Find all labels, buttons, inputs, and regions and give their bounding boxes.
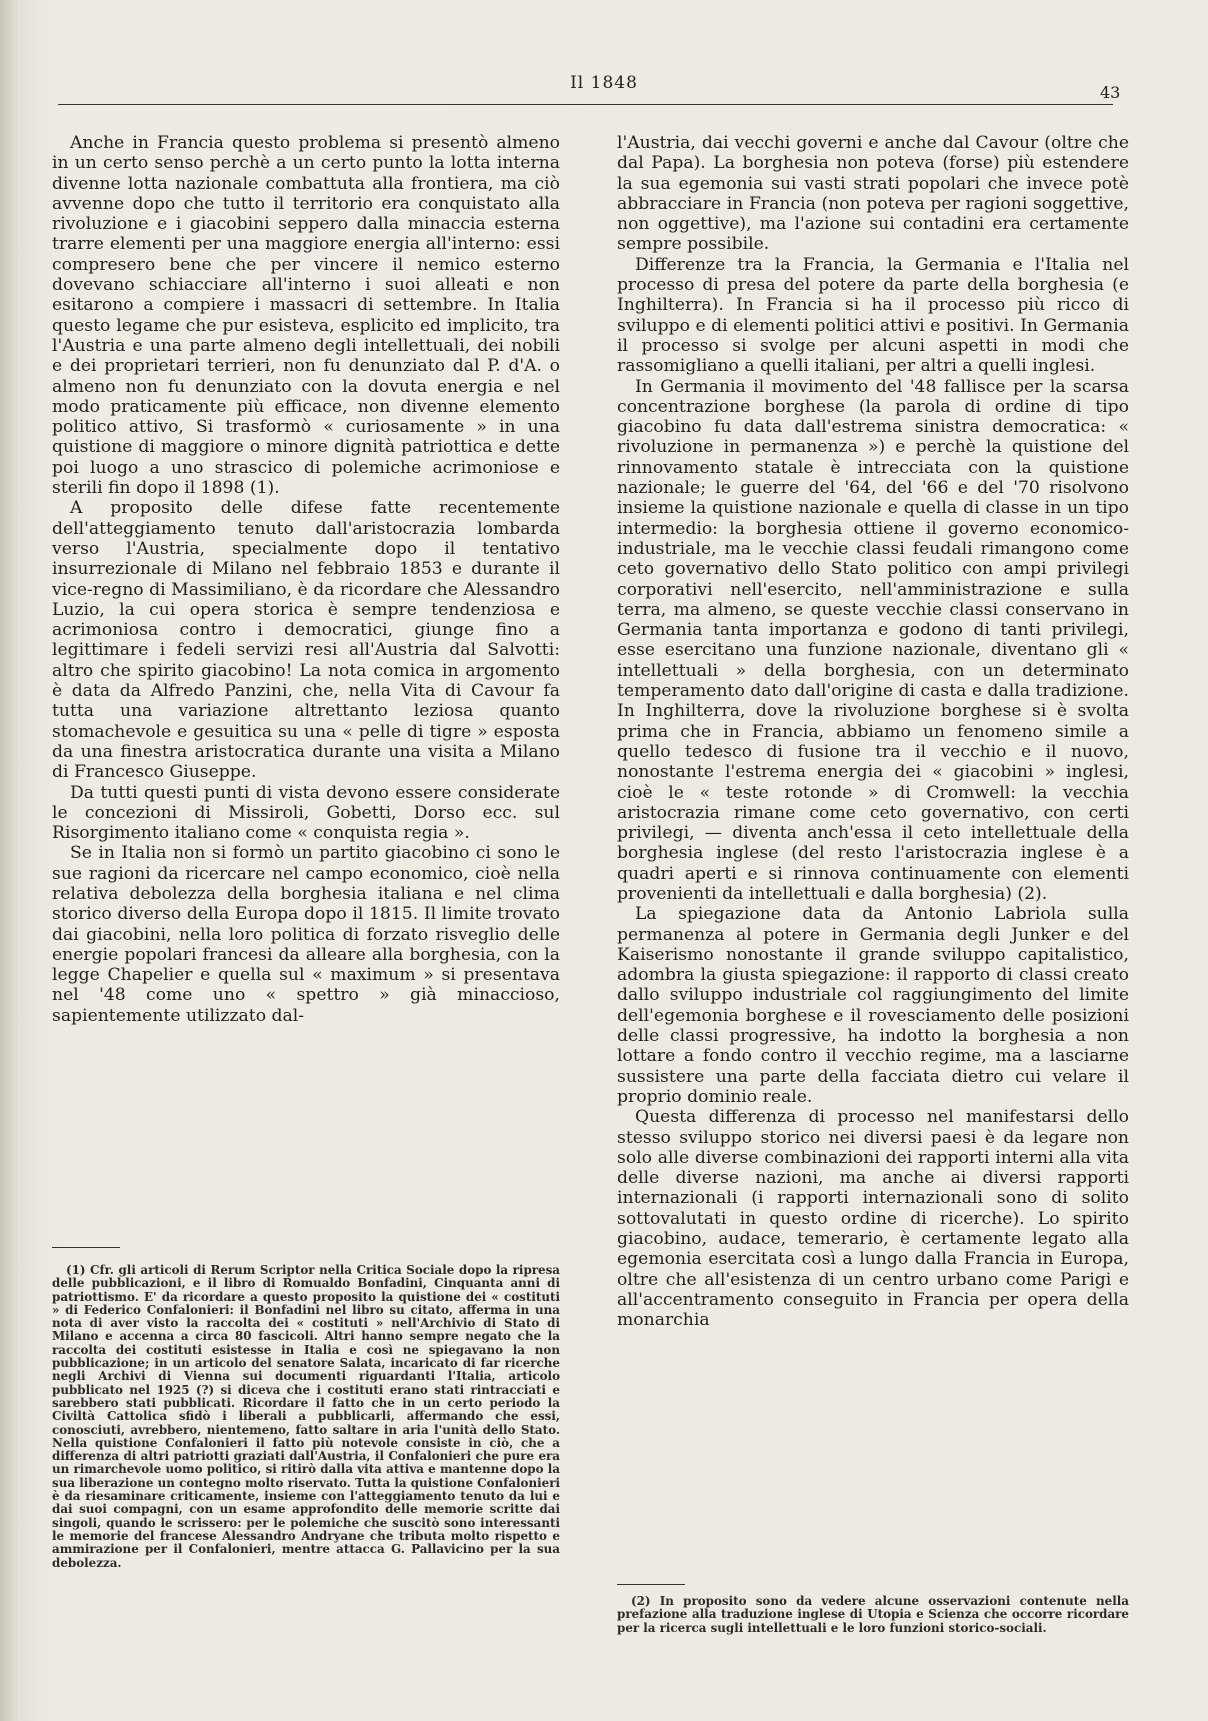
left-paragraph: A proposito delle difese fatte recentemente dell'atteggiamento tenuto dall'aristocrazia lombarda verso l'Austria, specialmente dopo il tentativo insurrezionale di Milano nel febbraio 1853 e durante il vice-regno di Massimiliano, è da ricordare che Alessandro Luzio, la cui opera storica è sempre tendenziosa e acrimoniosa contro i democratici, giunge fino a legittimare i fedeli servizi resi all'Austria dal Salvotti: altro che spirito giacobino! La nota comica in argomento è data da Alfredo Panzini, che, nella Vita di Cavour fa tutta una variazione altrettanto leziosa quanto stomachevole e gesuitica su una « pelle di tigre » esposta da una finestra aristocratica durante una visita a Milano di Francesco Giuseppe. — [52, 498, 560, 783]
footnote-1: (1) Cfr. gli articoli di Rerum Scriptor nella Critica Sociale dopo la ripresa delle pubblicazioni, e il libro di Romualdo Bonfadini, Cinquanta anni di patriottismo. E' da ricordare a questo proposito la quistione dei « costituti » di Federico Confalonieri: il Bonfadini nel libro su citato, afferma in una nota di aver visto la raccolta dei « costituti » nell'Archivio di Stato di Milano e accenna a circa 80 fascicoli. Altri hanno sempre negato che la raccolta dei costituti esistesse in Italia e così ne spiegavano la non pubblicazione; in un articolo del senatore Salata, incaricato di far ricerche negli Archivi di Vienna sui documenti riguardanti l'Italia, articolo pubblicato nel 1925 (?) si diceva che i costituti erano stati rintracciati e sarebbero stati pubblicati. Ricordare il fatto che in un certo periodo la Civiltà Cattolica sfidò i liberali a pubblicarli, affermando che essi, conosciuti, avrebbero, nientemeno, fatto saltare in aria l'unità dello Stato. Nella quistione Confalonieri il fatto più notevole consiste in ciò, che a differenza di altri patriotti graziati dall'Austria, il Confalonieri che pure era un rimarchevole uomo politico, si ritirò dalla vita attiva e mantenne dopo la sua liberazione un contegno molto riservato. Tutta la quistione Confalonieri è da riesaminare criticamente, insieme con l'atteggiamento tenuto da lui e dai suoi compagni, con un esame approfondito delle memorie scritte dai singoli, quando le scrissero: per le polemiche che suscitò sono interessanti le memorie del francese Alessandro Andryane che tributa molto rispetto e ammirazione per il Confalonieri, mentre attacca G. Pallavicino per la sua debolezza. — [52, 1263, 560, 1570]
left-paragraph: Da tutti questi punti di vista devono essere considerate le concezioni di Missiroli, Gobetti, Dorso ecc. sul Risorgimento italiano come « conquista regia ». — [52, 782, 560, 844]
right-paragraph: l'Austria, dai vecchi governi e anche dal Cavour (oltre che dal Papa). La borghesia non poteva (forse) più estendere la sua egemonia sui vasti strati popolari che invece potè abbracciare in Francia (non poteva per ragioni soggettive, non oggettive), ma l'azione sui contadini era certamente sempre possibile. — [617, 133, 1129, 255]
right-paragraph: Questa differenza di processo nel manifestarsi dello stesso sviluppo storico nei diversi paesi è da legare non solo alle diverse combinazioni dei rapporti interni alla vita delle diverse nazioni, ma anche ai diversi rapporti internazionali (i rapporti internazionali sono di solito sottovalutati in questo ordine di ricerche). Lo spirito giacobino, audace, temerario, è certamente legato alla egemonia esercitata così a lungo dalla Francia in Europa, oltre che all'esistenza di un centro urbano come Parigi e all'accentramento conseguito in Francia per opera della monarchia — [617, 1107, 1129, 1331]
footnote-2: (2) In proposito sono da vedere alcune osservazioni contenute nella prefazione alla traduzione inglese di Utopia e Scienza che occorre ricordare per la ricerca sugli intellettuali e le loro funzioni storico-sociali. — [617, 1594, 1129, 1635]
header-rule — [58, 104, 1113, 105]
right-column — [617, 133, 1129, 1331]
page-number: 43 — [1100, 83, 1121, 102]
right-paragraph: Differenze tra la Francia, la Germania e l'Italia nel processo di presa del potere da parte della borghesia (e Inghilterra). In Francia si ha il processo più ricco di sviluppo e di elementi politici attivi e positivi. In Germania il processo si svolge per alcuni aspetti in modi che rassomigliano a quelli italiani, per altri a quelli inglesi. — [617, 254, 1129, 377]
right-paragraph: In Germania il movimento del '48 fallisce per la scarsa concentrazione borghese (la parola di ordine di tipo giacobino fu data dall'estrema sinistra democratica: « rivoluzione in permanenza ») e perchè la quistione del rinnovamento statale è intrecciata con la quistione nazionale; le guerre del '64, del '66 e del '70 risolvono insieme la quistione nazionale e quella di classe in un tipo intermedio: la borghesia ottiene il governo economico-industriale, ma le vecchie classi feudali rimangono come ceto governativo dello Stato politico con ampi privilegi corporativi nell'esercito, nell'amministrazione e sulla terra, ma almeno, se queste vecchie classi conservano in Germania tanta importanza e godono di tanti privilegi, esse esercitano una funzione nazionale, diventano gli « intellettuali » della borghesia, con un determinato temperamento dato dall'origine di casta e dalla tradizione. In Inghilterra, dove la rivoluzione borghese si è svolta prima che in Francia, abbiamo un fenomeno simile a quello tedesco di fusione tra il vecchio e il nuovo, nonostante l'estrema energia dei « giacobini » inglesi, cioè le « teste rotonde » di Cromwell: la vecchia aristocrazia rimane come ceto governativo, con certi privilegi, — diventa anch'essa il ceto intellettuale della borghesia inglese (del resto l'aristocrazia inglese è a quadri aperti e si rinnova continuamente con elementi provenienti da intellettuali e dalla borghesia) (2). — [617, 376, 1129, 904]
left-paragraph: Se in Italia non si formò un partito giacobino ci sono le sue ragioni da ricercare nel campo economico, cioè nella relativa debolezza della borghesia italiana e nel clima storico diverso della Europa dopo il 1815. Il limite trovato dai giacobini, nella loro politica di forzato risveglio delle energie popolari francesi da alleare alla borghesia, con la legge Chapelier e quella sul « maximum » si presentava nel '48 come uno « spettro » già minaccioso, sapientemente utilizzato dal- — [52, 843, 560, 1026]
right-paragraph: La spiegazione data da Antonio Labriola sulla permanenza al potere in Germania degli Junker e del Kaiserismo nonostante il grande sviluppo capitalistico, adombra la giusta spiegazione: il rapporto di classi creato dallo sviluppo industriale col raggiungimento del limite dell'egemonia borghese e il rovesciamento delle posizioni delle classi progressive, ha indotto la borghesia a non lottare a fondo contro il vecchio regime, ma a lasciarne sussistere una parte della facciata dietro cui velare il proprio dominio reale. — [617, 904, 1129, 1107]
footnote-rule-left — [52, 1247, 120, 1248]
running-title: Il 1848 — [570, 73, 638, 93]
left-paragraph: Anche in Francia questo problema si presentò almeno in un certo senso perchè a un certo punto la lotta interna divenne lotta nazionale combattuta alla frontiera, ma ciò avvenne dopo che tutto il territorio era conquistato alla rivoluzione e i giacobini seppero dalla minaccia esterna trarre elementi per una maggiore energia all'interno: essi compresero bene che per vincere il nemico esterno dovevano schiacciare all'interno i suoi alleati e non esitarono a compiere i massacri di settembre. In Italia questo legame che pur esisteva, esplicito ed implicito, tra l'Austria e una parte almeno degli intellettuali, dei nobili e dei proprietari terrieri, non fu denunziato dal P. d'A. o almeno non fu denunziato con la dovuta energia e nel modo praticamente più efficace, non divenne elemento politico attivo, Si trasformò « curiosamente » in una quistione di maggiore o minore dignità patriottica e dette poi luogo a uno strascico di polemiche acrimoniose e sterili fin dopo il 1898 (1). — [52, 133, 560, 499]
footnote-rule-right — [617, 1584, 685, 1585]
page-gutter-shadow — [0, 0, 20, 1721]
left-column — [52, 133, 560, 1026]
